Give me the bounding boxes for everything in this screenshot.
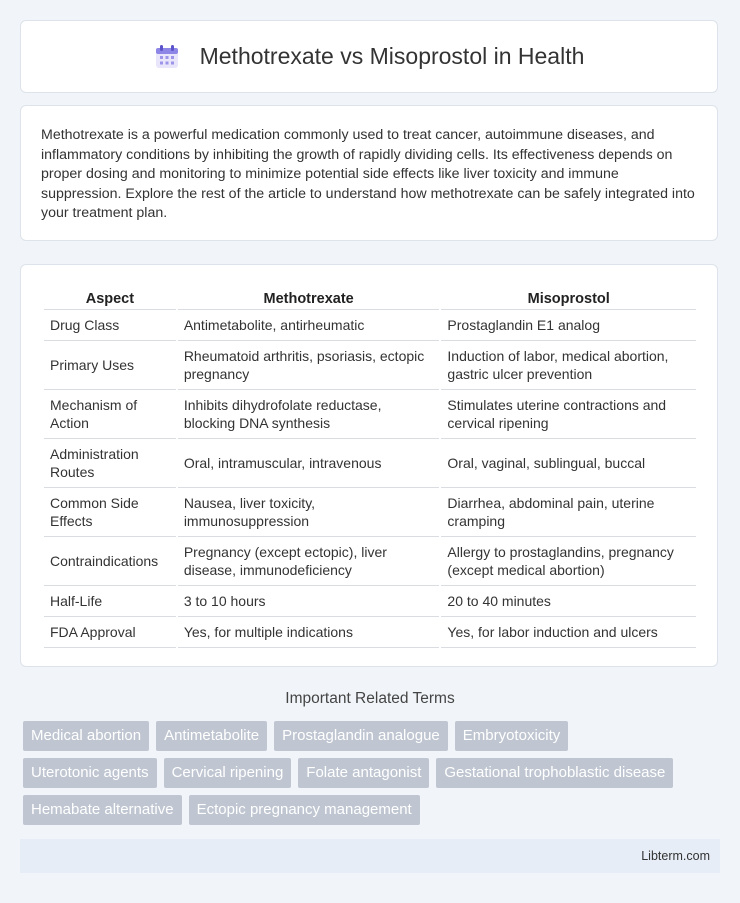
- table-header-row: [44, 287, 696, 310]
- tag-cervical-ripening[interactable]: Cervical ripening: [164, 758, 292, 788]
- row-methotrexate: Inhibits dihydrofolate reductase, blocking DNA synthesis: [178, 390, 440, 439]
- row-misoprostol: Oral, vaginal, sublingual, buccal: [441, 439, 696, 488]
- row-misoprostol: Induction of labor, medical abortion, gastric ulcer prevention: [441, 341, 696, 390]
- tag-row: [23, 758, 723, 788]
- tag-embryotoxicity[interactable]: Embryotoxicity: [455, 721, 569, 751]
- row-aspect: Drug Class: [44, 310, 176, 341]
- row-aspect: FDA Approval: [44, 617, 176, 648]
- tag-antimetabolite[interactable]: Antimetabolite: [156, 721, 267, 751]
- header-aspect: Aspect: [44, 287, 176, 310]
- row-misoprostol: 20 to 40 minutes: [441, 586, 696, 617]
- table-row: [44, 439, 696, 488]
- row-misoprostol: Prostaglandin E1 analog: [441, 310, 696, 341]
- header-methotrexate: Methotrexate: [178, 287, 440, 310]
- header-card: [20, 20, 718, 93]
- row-methotrexate: Yes, for multiple indications: [178, 617, 440, 648]
- tag-gestational-trophoblastic-disease[interactable]: Gestational trophoblastic disease: [436, 758, 673, 788]
- table-row: [44, 341, 696, 390]
- intro-paragraph: Methotrexate is a powerful medication commonly used to treat cancer, autoimmune diseases, and inflammatory conditions by inhibiting the growth of rapidly dividing cells. Its effectiveness depends on proper dosing and monitoring to minimize potential side effects like liver toxicity and immune suppression. Explore the rest of the article to understand how methotrexate can be safely integrated into your treatment plan.: [41, 127, 695, 222]
- footer: [20, 839, 720, 873]
- tag-ectopic-pregnancy-management[interactable]: Ectopic pregnancy management: [189, 795, 420, 825]
- row-aspect: Contraindications: [44, 537, 176, 586]
- row-misoprostol: Diarrhea, abdominal pain, uterine cramping: [441, 488, 696, 537]
- related-terms-tags: [23, 721, 723, 832]
- row-aspect: Mechanism of Action: [44, 390, 176, 439]
- tag-uterotonic-agents[interactable]: Uterotonic agents: [23, 758, 157, 788]
- header-inner: [154, 43, 585, 70]
- table-row: [44, 617, 696, 648]
- row-methotrexate: 3 to 10 hours: [178, 586, 440, 617]
- row-methotrexate: Antimetabolite, antirheumatic: [178, 310, 440, 341]
- row-methotrexate: Nausea, liver toxicity, immunosuppression: [178, 488, 440, 537]
- calendar-icon: [154, 44, 180, 70]
- table-row: [44, 586, 696, 617]
- row-misoprostol: Yes, for labor induction and ulcers: [441, 617, 696, 648]
- table-row: [44, 390, 696, 439]
- table-row: [44, 488, 696, 537]
- row-aspect: Administration Routes: [44, 439, 176, 488]
- comparison-table: [42, 287, 698, 648]
- intro-card: [20, 105, 718, 241]
- tag-row: [23, 721, 723, 751]
- row-methotrexate: Pregnancy (except ectopic), liver disease, immunodeficiency: [178, 537, 440, 586]
- tag-medical-abortion[interactable]: Medical abortion: [23, 721, 149, 751]
- footer-site-link[interactable]: Libterm.com: [641, 849, 710, 863]
- row-aspect: Primary Uses: [44, 341, 176, 390]
- tag-hemabate-alternative[interactable]: Hemabate alternative: [23, 795, 182, 825]
- row-aspect: Common Side Effects: [44, 488, 176, 537]
- row-aspect: Half-Life: [44, 586, 176, 617]
- comparison-card: [20, 264, 718, 667]
- table-row: [44, 310, 696, 341]
- related-terms-title: Important Related Terms: [285, 690, 455, 707]
- row-misoprostol: Allergy to prostaglandins, pregnancy (except medical abortion): [441, 537, 696, 586]
- table-row: [44, 537, 696, 586]
- tag-folate-antagonist[interactable]: Folate antagonist: [298, 758, 429, 788]
- row-methotrexate: Rheumatoid arthritis, psoriasis, ectopic pregnancy: [178, 341, 440, 390]
- page-title: Methotrexate vs Misoprostol in Health: [199, 43, 585, 69]
- row-methotrexate: Oral, intramuscular, intravenous: [178, 439, 440, 488]
- tag-prostaglandin-analogue[interactable]: Prostaglandin analogue: [274, 721, 448, 751]
- tag-row: [23, 795, 723, 825]
- header-misoprostol: Misoprostol: [441, 287, 696, 310]
- row-misoprostol: Stimulates uterine contractions and cervical ripening: [441, 390, 696, 439]
